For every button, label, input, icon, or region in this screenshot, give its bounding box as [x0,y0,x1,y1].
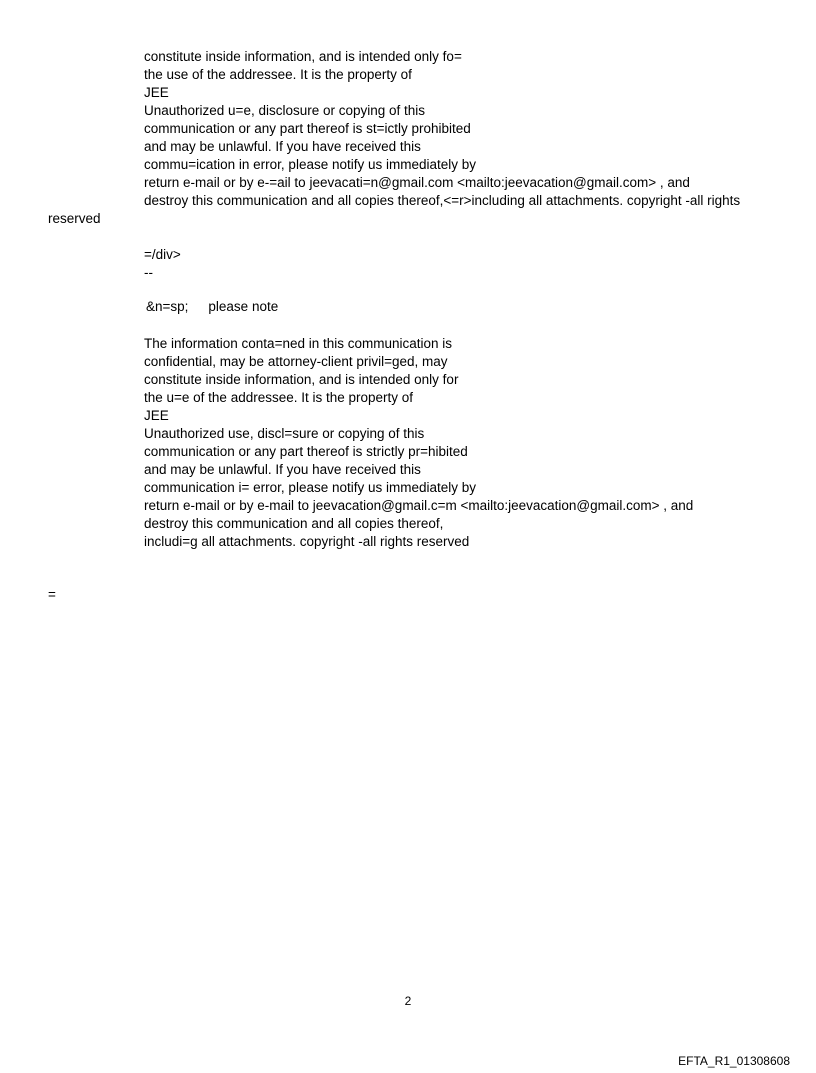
text-line: destroy this communication and all copies thereof,<=r>including all attachments. copyright -all rights [144,193,741,208]
html-fragment-block [144,246,181,282]
text-line: communication or any part thereof is strictly pr=hibited [144,444,468,459]
text-line: constitute inside information, and is intended only for [144,372,459,387]
text-line: includi=g all attachments. copyright -all rights reserved [144,534,470,549]
text-line: and may be unlawful. If you have received this [144,462,421,477]
text-line: commu=ication in error, please notify us immediately by [144,157,477,172]
text-line: communication or any part thereof is st=ictly prohibited [144,121,471,136]
text-line: JEE [144,85,169,100]
text-line: Unauthorized use, discl=sure or copying of this [144,426,425,441]
please-note-line [146,298,278,316]
text-line: constitute inside information, and is intended only fo= [144,49,462,64]
please-note-text: please note [208,299,279,314]
text-line: -- [144,265,153,280]
trailing-equals-mark: = [48,587,56,602]
text-line: confidential, may be attorney-client privil=ged, may [144,354,448,369]
disclaimer-block-2 [144,335,693,551]
text-line: the use of the addressee. It is the property of [144,67,412,82]
nbsp-entity-text: &n=sp; [146,299,189,314]
page-number: 2 [404,994,412,1008]
bates-number: EFTA_R1_01308608 [678,1054,790,1068]
text-line: the u=e of the addressee. It is the property of [144,390,414,405]
disclaimer-block-1 [48,48,741,228]
text-line: The information conta=ned in this communication is [144,336,453,351]
text-line: Unauthorized u=e, disclosure or copying of this [144,103,426,118]
text-line: JEE [144,408,169,423]
text-line: return e-mail or by e-=ail to jeevacati=n@gmail.com <mailto:jeevacation@gmail.com> , and [144,175,690,190]
text-line: and may be unlawful. If you have received this [144,139,421,154]
text-line: =/div> [144,247,181,262]
text-line: destroy this communication and all copies thereof, [144,516,444,531]
text-line: communication i= error, please notify us immediately by [144,480,477,495]
text-line: return e-mail or by e-mail to jeevacation@gmail.c=m <mailto:jeevacation@gmail.com> , and [144,498,694,513]
text-line-wrapped: reserved [48,211,101,226]
